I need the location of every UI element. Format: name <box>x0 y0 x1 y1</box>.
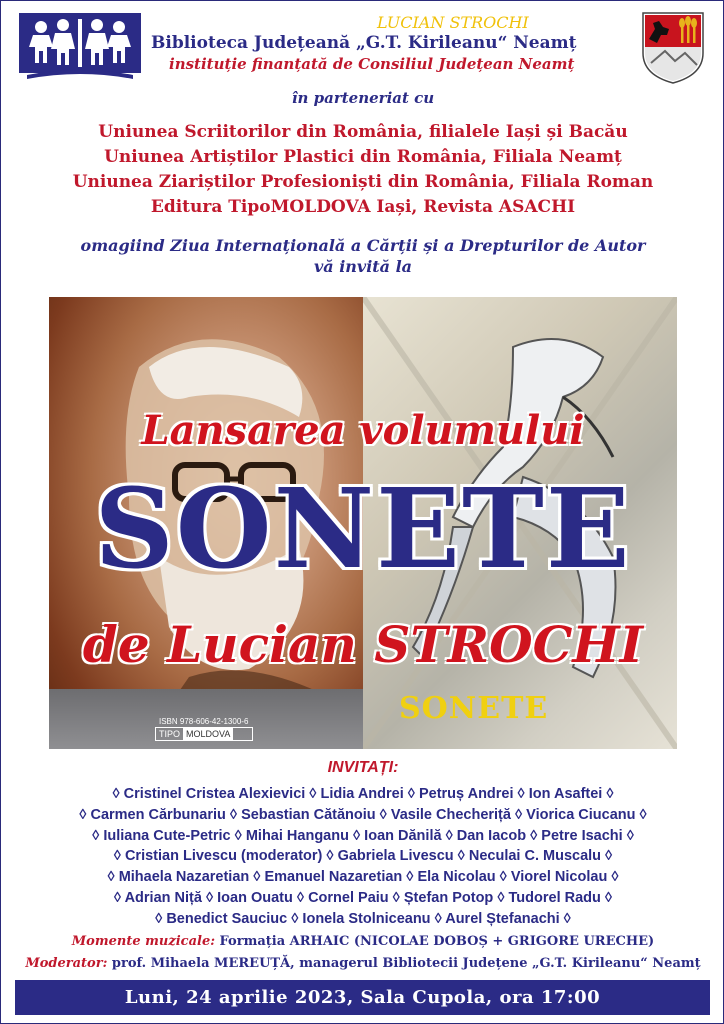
coat-of-arms-icon <box>641 11 705 85</box>
author-surname: STROCHI <box>374 615 644 674</box>
partners-list <box>1 120 724 220</box>
partner-item: Editura TipoMOLDOVA Iași, Revista ASACHI <box>150 197 576 217</box>
cover-author: LUCIAN STROCHI <box>377 13 529 32</box>
library-logo-icon <box>19 13 141 81</box>
guests-line: ◊ Iuliana Cute-Petric ◊ Mihai Hanganu ◊ Ioan Dănilă ◊ Dan Iacob ◊ Petre Isachi ◊ <box>92 827 634 844</box>
guests-line: ◊ Cristian Livescu (moderator) ◊ Gabriela Livescu ◊ Neculai C. Muscalu ◊ <box>113 848 613 865</box>
partner-item: Uniunea Scriitorilor din România, filialele Iași și Bacău <box>98 122 628 142</box>
isbn-text: ISBN 978-606-42-1300-6 <box>159 717 249 726</box>
occasion-line: omagiind Ziua Internațională a Cărții și a Drepturilor de Autor <box>80 236 646 255</box>
guests-line: ◊ Carmen Cărbunariu ◊ Sebastian Cătănoiu ◊ Vasile Checheriță ◊ Viorica Ciucanu ◊ <box>79 806 647 823</box>
music-line <box>1 934 724 949</box>
music-label: Momente muzicale: <box>71 934 216 949</box>
guests-line: ◊ Benedict Sauciuc ◊ Ionela Stolniceanu ◊ Aurel Ștefanachi ◊ <box>155 910 571 927</box>
guests-line: ◊ Adrian Niță ◊ Ioan Ouatu ◊ Cornel Paiu ◊ Ștefan Potop ◊ Tudorel Radu ◊ <box>113 889 613 906</box>
guests-list <box>1 784 724 930</box>
guests-line: ◊ Cristinel Cristea Alexievici ◊ Lidia Andrei ◊ Petruș Andrei ◊ Ion Asaftei ◊ <box>112 786 614 802</box>
partner-item: Uniunea Ziariștilor Profesioniști din România, Filiala Roman <box>72 172 654 192</box>
occasion-text <box>1 235 724 277</box>
guests-heading: INVITAȚI: <box>327 759 399 776</box>
event-datetime-banner: Luni, 24 aprilie 2023, Sala Cupola, ora 17:00 <box>15 980 710 1015</box>
author-prefix: de Lucian <box>82 615 375 674</box>
cover-book-title: SONETE <box>399 691 549 726</box>
library-name: Biblioteca Județeană „G.T. Kirileanu“ Neamț <box>151 33 577 53</box>
partnership-label: în parteneriat cu <box>291 89 435 107</box>
publisher-left: TIPO <box>159 729 181 739</box>
library-subtitle: instituție finanțată de Consiliul Județean Neamț <box>169 55 575 73</box>
moderator-label: Moderator: <box>25 956 108 971</box>
invitation-line: vă invită la <box>313 257 413 276</box>
moderator-text: prof. Mihaela MEREUȚĂ, managerul Bibliotecii Județene „G.T. Kirileanu“ Neamț <box>107 956 701 971</box>
book-title: SONETE <box>94 464 632 593</box>
moderator-line <box>1 956 724 971</box>
publisher-logo <box>155 727 253 741</box>
publisher-right: MOLDOVA <box>183 728 233 740</box>
music-text: Formația ARHAIC (NICOLAE DOBOȘ + GRIGORE URECHE) <box>215 934 655 949</box>
partner-item: Uniunea Artiștilor Plastici din România, Filiala Neamț <box>104 147 622 167</box>
author-line <box>1 615 724 674</box>
guests-line: ◊ Mihaela Nazaretian ◊ Emanuel Nazaretian ◊ Ela Nicolau ◊ Viorel Nicolau ◊ <box>107 869 619 886</box>
launch-heading: Lansarea volumului <box>141 407 585 454</box>
